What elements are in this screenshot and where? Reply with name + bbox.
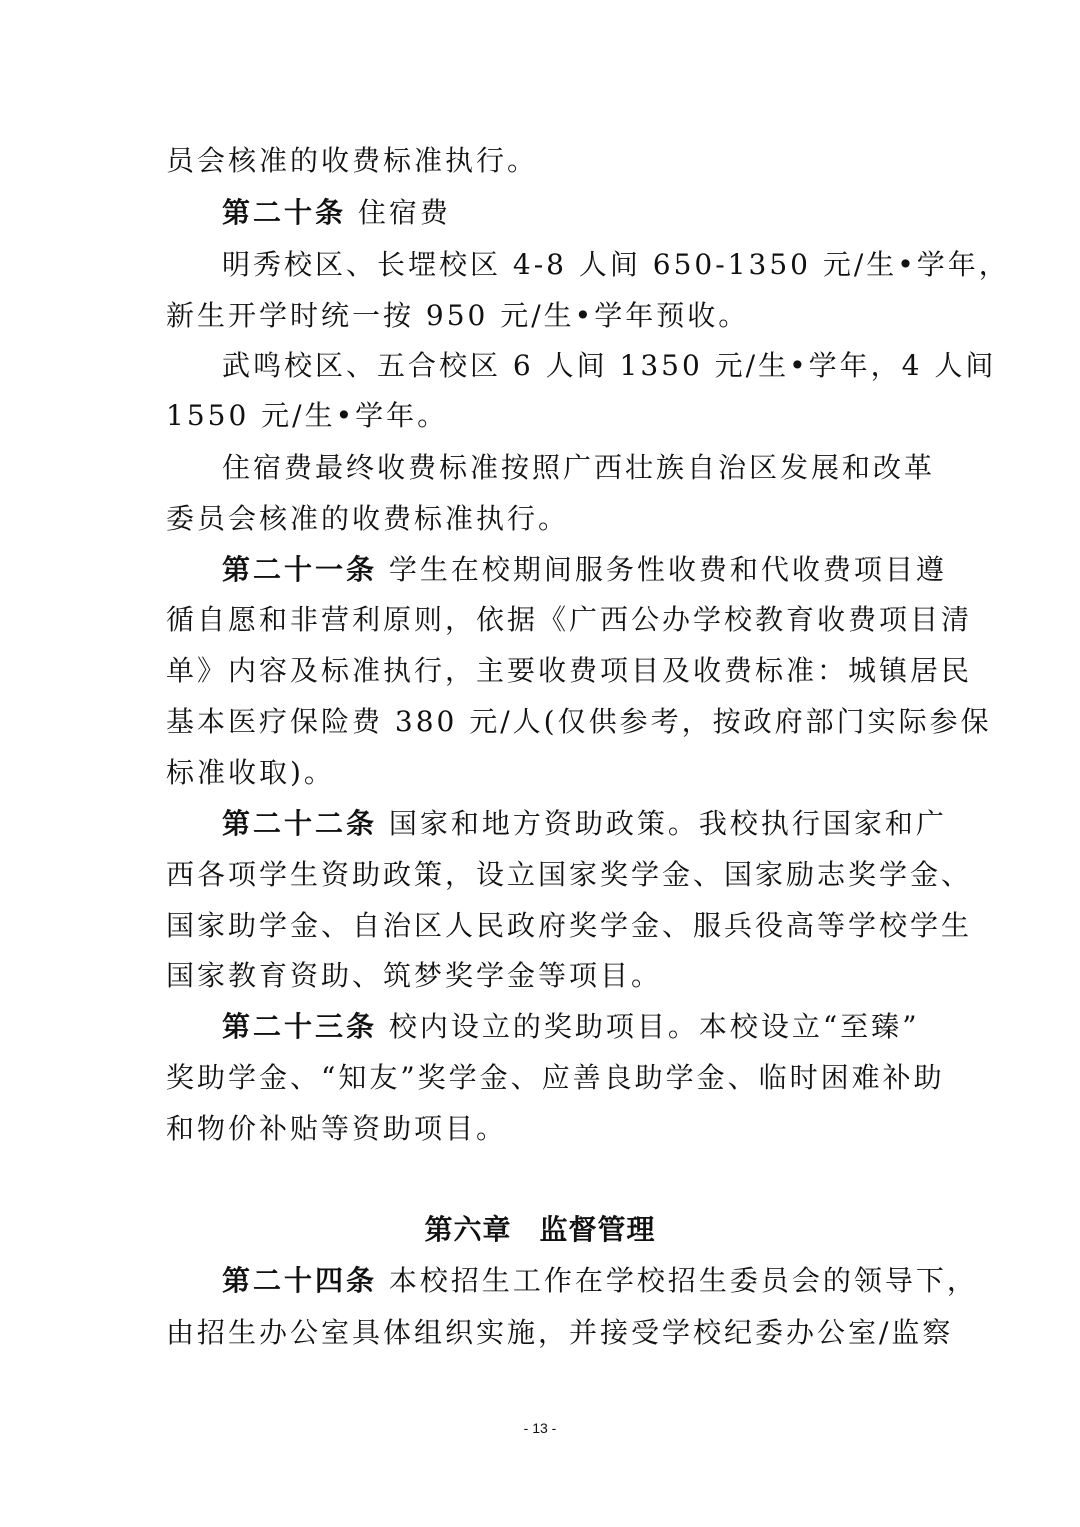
text-line: 国家教育资助、筑梦奖学金等项目。	[166, 959, 663, 992]
text-line: 奖助学金、“知友”奖学金、应善良助学金、临时困难补助	[166, 1061, 945, 1094]
text-line: 住宿费最终收费标准按照广西壮族自治区发展和改革	[222, 451, 936, 484]
text-line: 委员会核准的收费标准执行。	[166, 502, 570, 535]
chapter-number: 第六章	[424, 1213, 512, 1246]
text-line: 1550 元/生•学年。	[166, 399, 449, 432]
article-heading: 第二十三条	[222, 1010, 378, 1043]
text-line: 循自愿和非营利原则，依据《广西公办学校教育收费项目清	[166, 603, 973, 636]
chapter-title: 监督管理	[539, 1213, 656, 1246]
article-heading: 第二十四条	[222, 1264, 378, 1297]
article-heading: 第二十二条	[222, 807, 378, 840]
article-line	[222, 804, 947, 844]
text-line: 国家助学金、自治区人民政府奖学金、服兵役高等学校学生	[166, 909, 973, 942]
article-text: 住宿费	[346, 196, 451, 229]
article-text: 学生在校期间服务性收费和代收费项目遵	[377, 553, 947, 586]
text-line: 员会核准的收费标准执行。	[166, 144, 539, 177]
article-line	[222, 193, 916, 233]
page-number: - 13 -	[523, 1420, 557, 1436]
text-line: 和物价补贴等资助项目。	[166, 1112, 508, 1145]
article-text: 国家和地方资助政策。我校执行国家和广	[377, 807, 947, 840]
article-text: 校内设立的奖助项目。本校设立“至臻”	[377, 1010, 920, 1043]
text-line: 西各项学生资助政策，设立国家奖学金、国家励志奖学金、	[166, 858, 973, 891]
text-line: 单》内容及标准执行，主要收费项目及收费标准：城镇居民	[166, 654, 973, 687]
article-line	[222, 1261, 978, 1301]
article-line	[222, 1007, 920, 1047]
text-line: 由招生办公室具体组织实施，并接受学校纪委办公室/监察	[166, 1316, 954, 1349]
text-line: 标准收取)。	[166, 756, 335, 789]
article-line	[222, 550, 947, 590]
text-line: 明秀校区、长堽校区 4-8 人间 650-1350 元/生•学年，	[222, 248, 1010, 281]
text-line: 基本医疗保险费 380 元/人(仅供参考，按政府部门实际参保	[166, 705, 992, 738]
chapter-heading	[0, 1210, 1080, 1250]
article-heading: 第二十一条	[222, 553, 378, 586]
article-text: 本校招生工作在学校招生委员会的领导下，	[377, 1264, 978, 1297]
text-line: 武鸣校区、五合校区 6 人间 1350 元/生•学年，4 人间	[222, 349, 997, 382]
article-heading: 第二十条	[222, 196, 347, 229]
text-line: 新生开学时统一按 950 元/生•学年预收。	[166, 299, 750, 332]
